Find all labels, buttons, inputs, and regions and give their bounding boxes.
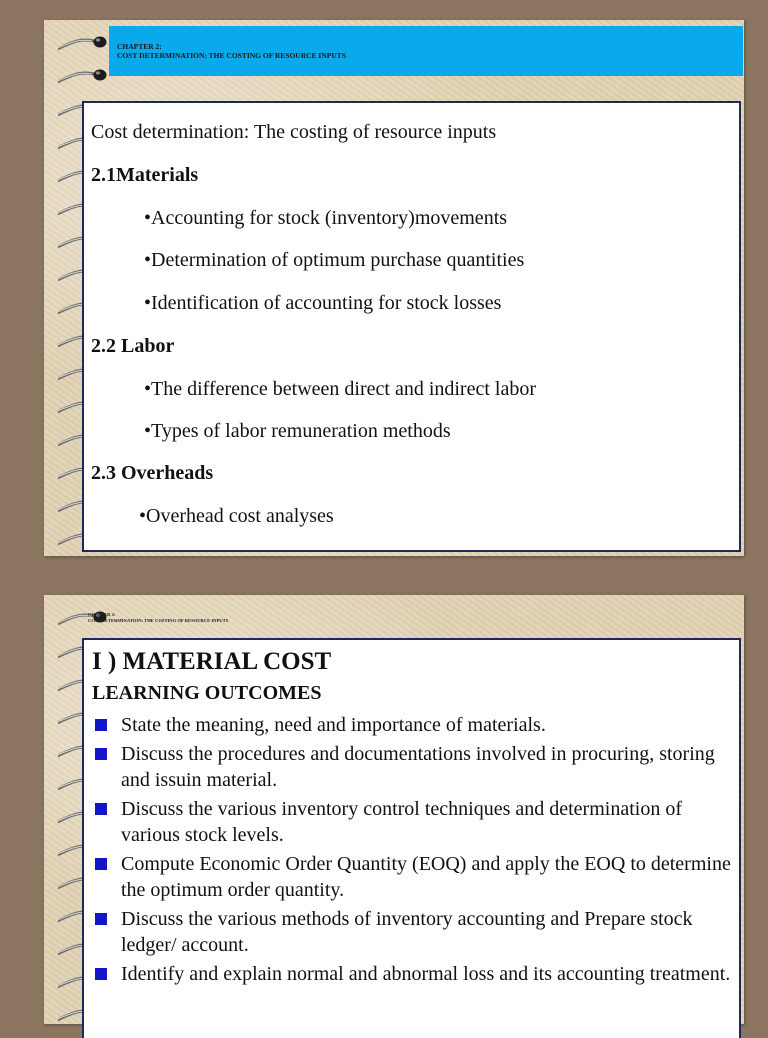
spiral-ring-icon [58, 37, 107, 55]
list-item-text: Discuss the procedures and documentations involved in procuring, storing and issuin material. [121, 743, 715, 791]
list-item-text: Discuss the various methods of inventory accounting and Prepare stock ledger/ account. [121, 908, 693, 956]
learning-outcomes-heading: LEARNING OUTCOMES [92, 682, 322, 704]
header-chapter-title: COST DETERMINATION: THE COSTING OF RESOURCE INPUTS [117, 51, 346, 60]
square-bullet-icon [95, 748, 107, 760]
learning-outcomes-list [92, 712, 737, 990]
square-bullet-icon [95, 719, 107, 731]
slide-title: I ) MATERIAL COST [92, 648, 332, 675]
list-item-text: Discuss the various inventory control techniques and determination of various stock levels. [121, 798, 682, 846]
list-item [92, 961, 737, 987]
slide-1 [44, 20, 744, 556]
section-heading-overheads: 2.3 Overheads [91, 462, 214, 484]
header-chapter: CHAPTER 2: [117, 42, 162, 51]
square-bullet-icon [95, 968, 107, 980]
header-chapter: CHAPTER 2: [88, 612, 116, 617]
list-item-text: Identify and explain normal and abnormal loss and its accounting treatment. [121, 963, 731, 985]
list-item [92, 741, 737, 793]
list-item [92, 796, 737, 848]
list-item-text: Compute Economic Order Quantity (EOQ) and apply the EOQ to determine the optimum order quantity. [121, 853, 731, 901]
bullet-item: •Accounting for stock (inventory)movements [144, 207, 508, 229]
slide-2 [44, 595, 744, 1024]
bullet-item: •Overhead cost analyses [139, 505, 334, 527]
spiral-ring-icon [58, 70, 107, 88]
header-chapter-title: COST DETERMINATION: THE COSTING OF RESOURCE INPUTS [88, 617, 229, 623]
section-heading-labor: 2.2 Labor [91, 335, 175, 357]
list-item-text: State the meaning, need and importance of materials. [121, 714, 546, 736]
square-bullet-icon [95, 803, 107, 815]
list-item [92, 712, 737, 738]
content-box [82, 638, 741, 1038]
slide-title: Cost determination: The costing of resource inputs [91, 121, 497, 143]
square-bullet-icon [95, 913, 107, 925]
square-bullet-icon [95, 858, 107, 870]
slide-header-text [117, 42, 346, 60]
bullet-item: •The difference between direct and indirect labor [144, 378, 536, 400]
bullet-item: •Determination of optimum purchase quantities [144, 249, 525, 271]
list-item [92, 851, 737, 903]
section-heading-materials: 2.1Materials [91, 164, 199, 186]
content-box [82, 101, 741, 552]
slide-header-text [88, 612, 228, 623]
bullet-item: •Identification of accounting for stock losses [144, 292, 502, 314]
list-item [92, 906, 737, 958]
bullet-item: •Types of labor remuneration methods [144, 420, 451, 442]
slide-header-bar [109, 26, 743, 76]
